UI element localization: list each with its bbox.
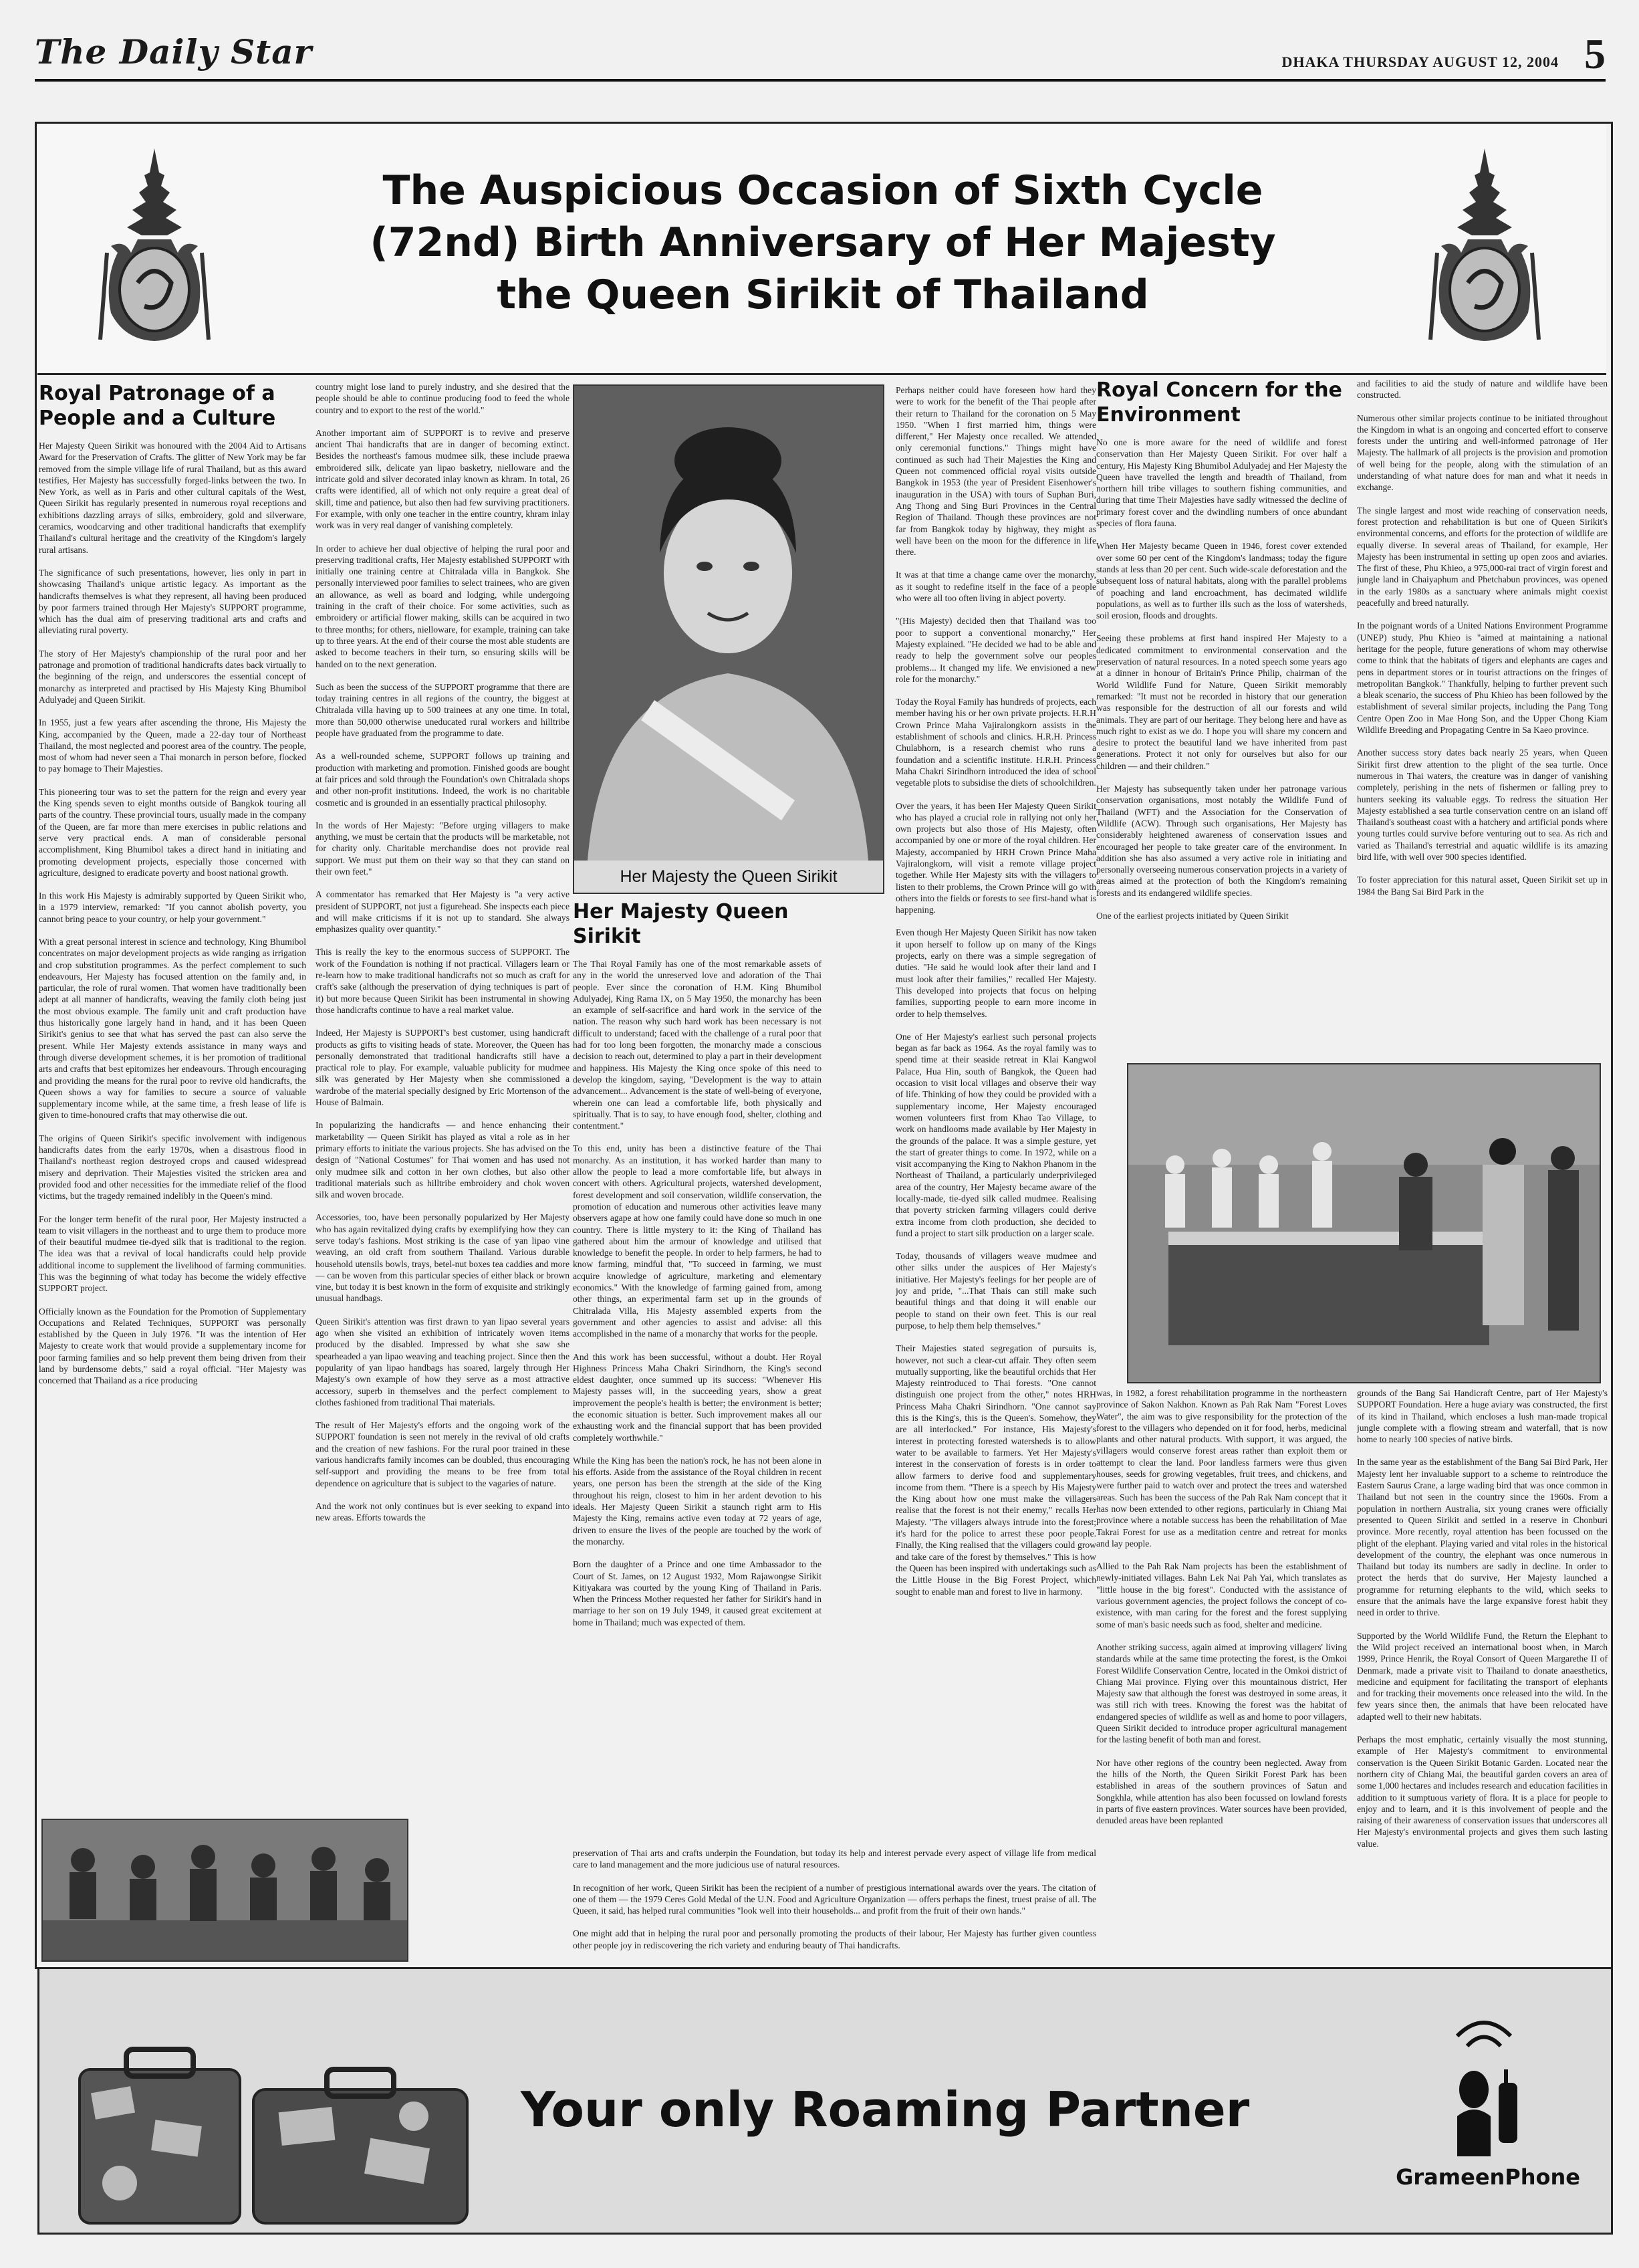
paragraph: And the work not only continues but is ever seeking to expand into new areas. Efforts towards the — [316, 1500, 570, 1523]
column-support-programme — [316, 381, 570, 1962]
paragraph: As a well-rounded scheme, SUPPORT follows up training and production with marketing and promotion. Finished goods are bought at fair prices and sold through the Foundation's own Chitralada shops and other non-profit institutions. Indeed, the work is no charitable cosmetic and is grounded in an essentially practical philosophy. — [316, 751, 570, 808]
paragraph: was, in 1982, a forest rehabilitation programme in the northeastern province of Sakon Nakhon. Known as Pah Rak Nam "Forest Loves Water", the aim was to give responsibility for the protection of the forest to the villagers who depended on it for food, herbs, medicinal plants and other natural products. With support, it was argued, the villagers would conserve forest areas rather than exploit them or attempt to clear the land. Poor landless farmers were thus given houses, seeds for growing vegetables, fruit trees, and chickens, and were further paid to watch over and protect the trees and watershed areas. Such has been the success of the Pah Rak Nam concept that it has now been extended to other regions, particularly in Chiang Mai province where a notable success has been the rehabilitation of Mae Takrai Forest for use as a meditation centre and retreat for monks and lay people. — [1096, 1388, 1347, 1549]
closing-body — [573, 1847, 1096, 1951]
paragraph: Their Majesties stated segregation of pursuits is, however, not such a clear-cut affair. They often seem mutually supporting, like the beautiful orchids that Her Majesty reintroduced to Thai forests. "One cannot distinguish one project from the other," notes HRH Princess Maha Chakri Sirindhorn. "One cannot say this is the King's, this is the Queen's. Somehow, they are all interlocked." For instance, His Majesty's interest in protecting forested watersheds is to allow water to be available to farmers. Yet Her Majesty's interest in the conservation of forests is in order to allow farmers to derive food and supplementary income from them. "There is a speech by His Majesty the King about how one must make the villagers realise that the forest is not their enemy," recalls Her Majesty. "The villagers always intrude into the forest; it's hard for the police to arrest these poor people. Finally, the King realised that the villagers could grow and take care of the forest by themselves." This is how the Queen has been inspired with undertakings such as the Little House in the Big Forest Project, which sought to enable man and forest to live in harmony. — [896, 1343, 1096, 1597]
grameenphone-advertisement — [37, 1967, 1613, 2235]
paragraph: One might add that in helping the rural poor and personally promoting the products of their labour, Her Majesty has further given countless other people joy in rediscovering the rich variety and enduring beauty of Thai handicrafts. — [573, 1928, 1096, 1950]
paragraph: Seeing these problems at first hand inspired Her Majesty to a dedicated commitment to environmental conservation and the preservation of natural resources. In a noted speech some years ago at a dinner in honour of Britain's Prince Philip, chairman of the World Wildlife Fund for Nature, Queen Sirikit memorably remarked: "It must not be recorded in history that our generation was responsible for the destruction of all our forests and wild animals. They are part of our heritage. They belong here and have as much right to exist as we do. I hope you will share my concern and desire to protect the beautiful land we have inherited from past generations. Protect it not only for ourselves but also for our children — and their children." — [1096, 633, 1347, 771]
headline-line-3: the Queen Sirikit of Thailand — [497, 271, 1149, 318]
section-title-royal-patronage: Royal Patronage of a People and a Culture — [39, 382, 276, 430]
paragraph: The origins of Queen Sirikit's specific involvement with indigenous handicrafts dates from the early 1970s, when a disastrous flood in Thailand's northeast region destroyed crops and caused widespread misery and deprivation. Their Majesties visited the stricken area and provided food and other necessities for the immediate relief of the flood victims, but the tragedy remained indelibly in the Queen's mind. — [39, 1133, 306, 1202]
paragraph: This is really the key to the enormous success of SUPPORT. The work of the Foundation is nothing if not practical. Villagers learn or re-learn how to make traditional handicrafts not so much as craft for craft's sake (although the preservation of dying techniques is part of it) but more because Queen Sirikit has been instrumental in showing those handicrafts continue to have a real market value. — [316, 947, 570, 1015]
grameenphone-logo-icon — [1437, 2009, 1531, 2156]
paragraph: Perhaps the most emphatic, certainly visually the most stunning, example of Her Majesty's commitment to environmental conservation is the Queen Sirikit Botanic Garden. Located near the northern city of Chiang Mai, the beautiful garden covers an area of some 1,000 hectares and includes research and education facilities in addition to it sumptuous variety of flora. It is a place for people to enjoy and to learn, and it is this involvement of people and the raising of their awareness of conservation issues that underscores all Her Majesty's environmental projects and gives them such lasting value. — [1357, 1734, 1608, 1849]
portrait-caption: Her Majesty the Queen Sirikit — [574, 861, 883, 893]
paragraph: "(His Majesty) decided then that Thailand was too poor to support a conventional monarchy," Her Majesty explained. "He decided we had to be able and ready to help the government solve our peoples problems... It changed my life. We envisioned a new role for the monarchy." — [896, 616, 1096, 684]
paragraph: Another success story dates back nearly 25 years, when Queen Sirikit first drew attention to the plight of the sea turtle. Once numerous in Thai waters, the creature was in danger of vanishing completely, perishing in the nets of fishermen or falling prey to hunters seeking its valuable eggs. To redress the situation Her Majesty established a sea turtle conservation centre on an island off Thailand's southeast coast with a hatchery and artificial ponds where young turtles could survive before venturing out to sea. As rich and varied as Thailand's terrestrial and aquatic wildlife is its amazing bird life, with well over 900 species identified. — [1357, 748, 1608, 862]
paragraph: One of the earliest projects initiated by Queen Sirikit — [1096, 910, 1289, 921]
paragraph: To foster appreciation for this natural asset, Queen Sirikit set up in 1984 the Bang Sai Bird Park in the — [1357, 875, 1608, 897]
paragraph: One of Her Majesty's earliest such personal projects began as far back as 1964. As the royal family was to spend time at their seaside retreat in Klai Kangwol Palace, Hua Hin, south of Bangkok, the Queen had occasion to visit local villages and observe their way of life. Thinking of how they could be provided with a supplementary income, Her Majesty encouraged women volunteers first from Khao Tao Village, to work on handlooms made available by Her Majesty in the grounds of the palace. It was a simple gesture, yet the start of greater things to come. In 1972, while on a visit accompanying the King to Nakhon Phanom in the Northeast of Thailand, a particularly underprivileged area of the country, Her Majesty became aware of the locally-made, tie-dyed silk called mudmee. Realising that poverty stricken farming villagers could derive extra income from cloth production, she decided to fund a project to start silk production on a larger scale. — [896, 1031, 1096, 1238]
paragraph: and facilities to aid the study of nature and wildlife have been constructed. — [1357, 378, 1608, 401]
paragraph: The significance of such presentations, however, lies only in part in showcasing Thailand's unique artistic legacy. As important as the handicrafts themselves is what they represent, all having been produced by poor farmers trained through Her Majesty's SUPPORT programme, which has the dual aim of preserving traditional arts and crafts and alleviating rural poverty. — [39, 567, 306, 636]
photo-image — [43, 1820, 407, 1960]
paragraph: In order to achieve her dual objective of helping the rural poor and preserving traditional crafts, Her Majesty established SUPPORT with initially one training centre at Chitralada villa in Bangkok. She personally interviewed poor families to select trainees, who are given an allowance, as well as board and lodging, while undergoing training in the craft of their choice. For some activities, such as embroidery or artificial flower making, skills can be acquired in two to three months; for others, nielloware, for example, training can take up to three years. At the end of their course the most able students are asked to become teachers in their turn, so ensuring skills will be handed on to the next generation. — [316, 543, 570, 669]
paragraph: Such as been the success of the SUPPORT programme that there are today training centres in all regions of the country, the biggest at Chitralada villa having up to 500 trainees at any one time. In total, more than 50,000 otherwise uneducated rural workers and hilltribe people have graduated from the programme to date. — [316, 681, 570, 739]
newspaper-name: The Daily Star — [35, 32, 312, 72]
column-conservation — [1357, 378, 1608, 1046]
ad-brand-name: GrameenPhone — [1396, 2164, 1580, 2190]
royal-concern-body — [1096, 437, 1347, 921]
paragraph: In popularizing the handicrafts — and hence enhancing their marketability — Queen Sirikit has played as vital a role as in her primary efforts to initiate the various projects. She has advised on the design of "National Costumes" for Thai women and has used not only mudmee silk and cotton in her own clothes, but also other traditional materials such as hilltribe embroidery and chok woven silk and woven brocade. — [316, 1120, 570, 1200]
page-headline — [258, 164, 1388, 321]
column-royal-patronage — [39, 381, 306, 1962]
paragraph: In the poignant words of a United Nations Environment Programme (UNEP) study, Phu Khieo is "aimed at maintaining a national heritage for the people, future generations of whom may otherwise come to think that the habitats of tigers and elephants are cages and pens in department stores or in tourist attractions on the fringes of metropolitan Bangkok." Thankfully, helping to further prevent such a bleak scenario, the success of Phu Khieo has been followed by the establishment of several similar projects, including the Pang Tong Centre Open Zoo in Mae Hong Son, and the Upper Chong Kiam Wildlife Breeding and Propagating Centre in Sa Kaeo province. — [1357, 620, 1608, 735]
paragraph: preservation of Thai arts and crafts underpin the Foundation, but today its help and interest pervade every aspect of village life from medical care to land management and the more judicious use of natural resources. — [573, 1848, 1096, 1870]
paragraph: Allied to the Pah Rak Nam projects has been the establishment of newly-initiated villages. Bahn Lek Nai Pah Yai, which translates as "little house in the big forest". Conducted with the assistance of various government agencies, the project follows the concept of co-existence, with man caring for the forest and the forest supplying some of man's basic needs such as food, shelter and medicine. — [1096, 1561, 1347, 1629]
paragraph: The Thai Royal Family has one of the most remarkable assets of any in the world the unreserved love and adoration of the Thai people. Ever since the coronation of H.M. King Bhumibol Adulyadej, King Rama IX, on 5 May 1950, the monarchy has been an example of self-sacrifice and hard work in the service of the nation. The reason why such hard work has been necessary is not difficult to understand; faced with the challenge of a rural poor that had for too long been forgotten, the monarchy made a conscious decision to reach out, determined to play a part in their development and happiness. His Majesty the King once spoke of this need to develop the kingdom, saying, "Development is the way to attain advancement... Advancement is the state of well-being of everyone, wherein one can lead a comfortable life, both physically and spiritually. That is to say, to have enough food, shelter, clothing and contentment." — [573, 959, 822, 1131]
aquarium-visit-photo — [1127, 1063, 1601, 1383]
section-title-her-majesty: Her Majesty Queen Sirikit — [573, 900, 789, 948]
paragraph: grounds of the Bang Sai Handicraft Centre, part of Her Majesty's SUPPORT Foundation. Here a huge aviary was constructed, the first of its kind in Thailand, which encloses a lush man-made tropical jungle complete with a flowing stream and waterfall, that is now home to nearly 100 species of native birds. — [1357, 1388, 1608, 1445]
paragraph: Indeed, Her Majesty is SUPPORT's best customer, using handicraft products as gifts to visiting heads of state. Moreover, the Queen has personally demonstrated that traditional handicrafts still have a practical role to play. For example, valuable publicity for mudmee silk was generated by Her Majesty when she commissioned a wardrobe of the material specially designed by Eric Mortenson of the House of Balmain. — [316, 1028, 570, 1108]
headline-line-2: (72nd) Birth Anniversary of Her Majesty — [370, 219, 1276, 266]
paragraph: No one is more aware for the need of wildlife and forest conservation than Her Majesty Queen Sirikit. For over half a century, His Majesty King Bhumibol Adulyadej and Her Majesty the Queen have travelled the length and breadth of Thailand, from northern hill tribe villages to southern fishing communities, and during that time Their Majesties have sadly witnessed the decline of primary forest cover and the dwindling numbers of once abundant species of flora fauna. — [1096, 437, 1347, 529]
royal-family-body — [896, 384, 1096, 1597]
column-her-majesty — [573, 899, 822, 1962]
paragraph: Another important aim of SUPPORT is to revive and preserve ancient Thai handicrafts that are in danger of becoming extinct. Besides the northeast's famous mudmee silk, these include praewa embroidered silk, delicate yan lipao basketry, nielloware and the intricate gold and silver decorated inlay known as khram. In total, 26 crafts were identified, all of which not only require a great deal of skill, time and patience, but also then had few surviving practitioners. For example, with only one teacher in the entire country, khram inlay work was in very real danger of vanishing completely. — [316, 427, 570, 531]
queen-sirikit-portrait — [573, 384, 884, 894]
wildlife-projects-body — [1357, 1387, 1608, 1849]
column-forest-projects — [1096, 1387, 1347, 1964]
paragraph: It was at that time a change came over the monarchy, as it sought to redefine itself in the face of a people who were all too often living in abject poverty. — [896, 570, 1096, 604]
dateline: DHAKA THURSDAY AUGUST 12, 2004 — [1281, 53, 1559, 70]
column-royal-family — [896, 384, 1096, 1972]
paragraph: Born the daughter of a Prince and one time Ambassador to the Court of St. James, on 12 August 1932, Mom Rajawongse Sirikit Kitiyakara was courted by the young King of Thailand in Paris. When the Princess Mother requested her father for Sirikit's hand in marriage to her son on 19 July 1949, it caused great excitement at home in Thailand; much was expected of them. — [573, 1559, 822, 1627]
page-number: 5 — [1584, 30, 1606, 78]
photo-image — [1128, 1064, 1600, 1382]
paragraph: With a great personal interest in science and technology, King Bhumibol concentrates on major development projects as wide ranging as irrigation and crop substitution programmes. As the perfect complement to such endeavours, Her Majesty has focused attention on the family and, in particular, the role of rural women. That women have traditionally been adept at all manner of handicrafts, weaving the family cloth being just the most obvious example. The family unit and craft production have thus historically gone largely hand in hand, and it has been Queen Sirikit's genius to see that what has served the past can also serve the present. While Her Majesty extends assistance in many ways and through diverse development schemes, it is her promotion of traditional arts and crafts that best epitomizes her endeavours. Through encouraging and providing the means for the rural poor to revive old handicrafts, the Queen shows a way for families to secure a source of valuable supplementary income while, at the same time, a fresh lease of life is given to time-honoured crafts that may otherwise die out. — [39, 936, 306, 1121]
paragraph: The story of Her Majesty's championship of the rural poor and her patronage and promotion of traditional handicrafts dates back virtually to the beginning of the reign, and underscores the essential concept of monarchy as interpreted and practised by His Majesty King Bhumibol Adulyadej and Queen Sirikit. — [39, 648, 306, 705]
ad-tagline: Your only Roaming Partner — [521, 2081, 1250, 2138]
conservation-body — [1357, 378, 1608, 897]
royal-emblem-left-icon — [98, 146, 211, 346]
paragraph: Another striking success, again aimed at improving villagers' living standards while at the same time protecting the forest, is the Omkoi Forest Wildlife Conservation Centre, located in the Omkoi district of Chiang Mai province. Flying over this mountainous district, Her Majesty saw that although the forest was destroyed in some areas, it was still rich with trees. Knowing the forest was the habitat of endangered species of wildlife as well as and home to poor villagers, Queen Sirikit decided to introduce proper agricultural management for the lasting benefit of both man and forest. — [1096, 1641, 1347, 1745]
paragraph: Numerous other similar projects continue to be initiated throughout the Kingdom in what is an ongoing and concerted effort to conserve forests under the untiring and well-informed patronage of Her Majesty. The hallmark of all projects is the provision and promotion of well being for the people, along with the stimulation of an understanding of what nature does for man and what it needs in exchange. — [1357, 413, 1608, 493]
forest-projects-body — [1096, 1387, 1347, 1826]
paragraph: Officially known as the Foundation for the Promotion of Supplementary Occupations and Related Techniques, SUPPORT was personally established by the Queen in July 1976. "It was the intention of Her Majesty to create work that would provide a supplementary income for poor farming families and so help prevent them being driven from their land by burdensome debts," said a royal official. "Her Majesty was concerned that Thailand as a rice producing — [39, 1306, 306, 1386]
paragraph: Queen Sirikit's attention was first drawn to yan lipao several years ago when she visited an exhibition of intricately woven items produced by the disabled. Impressed by what she saw she spearheaded a yan lipao weaving and teaching project. Since then the popularity of yan lipao handbags has soared, largely through Her Majesty's own example of how they serve as a most attractive accessory, superb in themselves and the perfect complement to clothes fashioned from traditional Thai materials. — [316, 1316, 570, 1407]
paragraph: Perhaps neither could have foreseen how hard they were to work for the benefit of the Thai people after their return to Thailand for the coronation on 5 May 1950. "When I first married him, things were different," Her Majesty once recalled. We attended only ceremonial functions." Things might have continued as such had Their Majesties the King and Queen not commenced official royal visits outside Bangkok in 1953 (the year of President Eisenhower's inauguration in the USA) with tours of Suphan Buri, Ang Thong and Sing Buri Provinces in the Central Region of Thailand. Though these provinces are not far from Bangkok today by highway, they might as well have been on the moon for the difference in life there. — [896, 385, 1096, 558]
column-royal-concern — [1096, 378, 1347, 1046]
paragraph: A commentator has remarked that Her Majesty is "a very active president of SUPPORT, not just a figurehead. She inspects each piece and will make criticisms if it is not up to standard. She always emphasizes quality over quantity." — [316, 889, 570, 935]
paragraph: In this work His Majesty is admirably supported by Queen Sirikit who, in a 1979 interview, remarked: "If you cannot abolish poverty, you cannot bring peace to your country, or help your government." — [39, 891, 306, 924]
paragraph: When Her Majesty became Queen in 1946, forest cover extended over some 60 per cent of the Kingdom's landmass; today the figure stands at less than 20 per cent. Such wide-scale deforestation and the subsequent loss of natural habitats, along with the parallel problems of poaching and land encroachment, has decimated wildlife populations, as well as to further ills such as the loss of watersheds, soil erosion, floods and droughts. — [1096, 541, 1347, 621]
paragraph: While the King has been the nation's rock, he has not been alone in his efforts. Aside from the assistance of the Royal children in recent years, one person has been the strength at the side of the King throughout his reign, closest to him in her ardent devotion to his ideals. Her Majesty Queen Sirikit a staunch right arm to His Majesty the King, remains active even today at 72 years of age, driven to ensure the lives of the people are touched by the work of the monarchy. — [573, 1455, 822, 1547]
paragraph: Today, thousands of villagers weave mudmee and other silks under the auspices of Her Majesty's initiative. Her Majesty's feelings for her people are of joy and pride, "...That Thais can still make such beautiful things and that doing it will enable our people to stand on their own feet. This is our real purpose, to help them help themselves." — [896, 1251, 1096, 1331]
paragraph: Supported by the World Wildlife Fund, the Return the Elephant to the Wild project received an international boost when, in March 1999, Prince Henrik, the Royal Consort of Queen Margarethe II of Denmark, made a private visit to Thailand to donate anaesthetics, medicine and equipment for facilitating the transport of elephants and for tracking their movements once released into the wild. In the few years since then, the animals that have been relocated have adapted well to their new habitats. — [1357, 1630, 1608, 1722]
paragraph: In the words of Her Majesty: "Before urging villagers to make anything, we must be certain that the products will be marketable, not for charity only. Charitable merchandise does not provide real support. We must put them on their way so that they can stand on their own feet." — [316, 820, 570, 877]
closing-paragraphs — [573, 1847, 1096, 1964]
luggage-suitcase-icon — [66, 2043, 481, 2230]
support-programme-body — [316, 381, 570, 1524]
paragraph: For the longer term benefit of the rural poor, Her Majesty instructed a team to visit villagers in the northeast and to urge them to produce more of their beautiful mudmee tie-dyed silk that is traditional to the region. The idea was that a revival of local handicrafts could help provide additional income to supplement the livelihood of farming communities. This was the beginning of what today has become the widely effective SUPPORT project. — [39, 1214, 306, 1294]
paragraph: Nor have other regions of the country been neglected. Away from the hills of the North, the Queen Sirikit Forest Park has been established in areas of the southern provinces of Satun and Songkhla, while attention has also been focussed on lowland forests in parts of five eastern provinces. Water sources have been provided, denuded areas have been replanted — [1096, 1757, 1347, 1826]
paragraph: This pioneering tour was to set the pattern for the reign and every year the King spends seven to eight months outside of Bangkok touring all parts of the country. These provincial tours, usually made in the company of the Queen, are far more than mere exercises in public relations and serve very practical ends. A man of considerable personal accomplishment, King Bhumibol takes a direct hand in initiating and promoting development projects, especially those concerned with agriculture, designed to eradicate poverty and boost national growth. — [39, 786, 306, 878]
paragraph: The single largest and most wide reaching of conservation needs, forest protection and rehabilitation is but one of Queen Sirikit's environmental concerns, and efforts for the protection of wildlife are equally diverse. In several areas of Thailand, for example, Her Majesty has been instrumental in setting up open zoos and aviaries. The first of these, Phu Khieo, a 975,000-rai tract of virgin forest and jungle land in Chaiyaphum and Phetchabun provinces, was opened in the early 1980s as a sanctuary where animals might coexist peacefully and breed naturally. — [1357, 505, 1608, 608]
royal-patronage-body — [39, 440, 306, 1387]
paragraph: Accessories, too, have been personally popularized by Her Majesty who has again revitalized dying crafts by exemplifying how they can serve today's fashions. Most striking is the case of yan lipao vine weaving, an old craft from southern Thailand. Various durable household utensils bowls, trays, betel-nut boxes tea caddies and more — can be woven from this particular species of either black or brown vine, but today it is best known in the form of exquisite and strikingly unusual handbags. — [316, 1212, 570, 1304]
column-wildlife-projects — [1357, 1387, 1608, 1964]
paragraph: And this work has been successful, without a doubt. Her Royal Highness Princess Maha Chakri Sirindhorn, the King's second eldest daughter, once summed up its success: "Whenever His Majesty passes will, in the succeeding years, show a great improvement the people's health is better; the environment is better; the economic situation is better. Such improvement makes all our exhausting work and the financial support that has been provided completely worthwhile." — [573, 1351, 822, 1443]
headline-line-1: The Auspicious Occasion of Sixth Cycle — [382, 167, 1263, 214]
paragraph: The result of Her Majesty's efforts and the ongoing work of the SUPPORT foundation is seen not merely in the revival of old crafts and the creation of new fashions. For the rural poor trained in these various handicrafts family incomes can be doubled, thus encouraging self-support and providing the means to be free from total dependence on agriculture that is subject to the vagaries of nature. — [316, 1420, 570, 1488]
portrait-image — [574, 386, 883, 861]
paragraph: Today the Royal Family has hundreds of projects, each member having his or her own private projects. H.R.H Crown Prince Maha Vajiralongkorn assists in the establishment of schools and clinics. H.R.H. Princess Chulabhorn, is a research chemist who runs a foundation and a scientific institute. H.R.H. Princess Maha Chakri Sirindhorn introduced the idea of school vegetable plots to subsidise the diets of schoolchildren. — [896, 697, 1096, 788]
paragraph: To this end, unity has been a distinctive feature of the Thai monarchy. As an institution, it has worked harder than many to allow the people to lead a more comfortable life, but always in concert with others. Agricultural projects, watershed development, forest development and soil conservation, wildlife conservation, the promotion of education and numerous other activities leave many observers agape at how one family could have done so much in one country. There is little mystery to it: the King of Thailand has gathered about him the armour of knowledge and utilised that knowledge to benefit the people. In order to help farmers, he had to know farming, mindful that, "To succeed in farming, we must acquire knowledge of agriculture, marketing and elementary economics." With the knowledge of farming gained from, among other things, an experimental farm set up in the grounds of Chitralada Villa, His Majesty assembled experts from the government and other agencies to assist and advise: all this accomplished in the name of a monarchy that works for the people. — [573, 1143, 822, 1339]
paragraph: Her Majesty Queen Sirikit was honoured with the 2004 Aid to Artisans Award for the Preservation of Crafts. The glitter of New York may be far removed from the simple village life of rural Thailand, but as this award testifies, Her Majesty has successfully forged-links between the two. In New York, as well as in Paris and other cultural capitals of the West, Queen Sirikit has regularly presented in numerous royal receptions and exhibitions dazzling arrays of silks, embroidery, gold and silverware, ceramics, woodcarving and other traditional handicrafts that exemplify Thailand's cultural heritage and the creativity of the Kingdom's largely rural artisans. — [39, 441, 306, 555]
paragraph: Her Majesty has subsequently taken under her patronage various conservation organisations, most notably the Wildlife Fund of Thailand (WFT) and the Association for the Conservation of Wildlife (ACW). Through such organisations, Her Majesty has considerably heightened awareness of conservation issues and encouraged her people to take greater care of the environment. In addition she has also assumed a very active role in initiating and personally overseeing numerous conservation projects in a variety of areas aimed at the protection of both the Kingdom's remaining forests and its endangered wildlife species. — [1096, 784, 1347, 898]
paragraph: Over the years, it has been Her Majesty Queen Sirikit who has played a crucial role in rallying not only her own projects but also those of His Majesty, often accompanied by one or more of the royal children. Her Majesty, accompanied by HRH Crown Prince Maha Vajiralongkorn, will visit a remote village project together. While Her Majesty sits with the villagers to listen to their problems, the Crown Prince will go with others into the fields or forests to see first-hand what is happening. — [896, 800, 1096, 915]
paragraph: Even though Her Majesty Queen Sirikit has now taken it upon herself to follow up on many of the Kings projects, early on there was a simple segregation of duties. "He said he would look after their land and I must look after their families," recalled Her Majesty. This developed into projects that focus on helping families, supporting people to earn more income in order to help themselves. — [896, 927, 1096, 1019]
paragraph: country might lose land to purely industry, and she desired that the people should be able to continue producing food to feed the whole country and to export to the rest of the world." — [316, 382, 570, 415]
masthead — [35, 29, 1606, 82]
paragraph: In the same year as the establishment of the Bang Sai Bird Park, Her Majesty lent her invaluable support to a scheme to reintroduce the Eastern Saurus Crane, a large wading bird that was once common in Thailand but not seen in the country since the 1960s. From a population in northern Australia, six young cranes were officially presented to Queen Sirikit and settled in a reserve in Chonburi province. More recently, royal attention has been focussed on the plight of the elephant. Playing varied and vital roles in the historical development of the country, the elephant was once numerous in Thailand but today its numbers are sadly in decline. In order to protect the herds that do survive, Her Majesty launched a programme for returning elephants to the wild, which seeks to ensure that the animals have the large expansive forest habit they need in order to thrive. — [1357, 1457, 1608, 1618]
paragraph: In 1955, just a few years after ascending the throne, His Majesty the King, accompanied by the Queen, made a 22-day tour of Northeast Thailand, the most neglected and poorest area of the country. The people, most of whom had never seen a Thai monarch in person before, flocked to pay homage to Their Majesties. — [39, 717, 306, 774]
headline-banner — [37, 124, 1606, 375]
royal-emblem-right-icon — [1428, 146, 1541, 346]
section-title-royal-concern: Royal Concern for the Environment — [1096, 378, 1342, 427]
paragraph: In recognition of her work, Queen Sirikit has been the recipient of a number of prestigious international awards over the years. The citation of one of them — the 1979 Ceres Gold Medal of the U.N. Food and Agriculture Organization — offers perhaps the finest, truest praise of all. The Queen, it said, has helped rural communities "look well into their households... and profit from the fruit of their own hands." — [573, 1882, 1096, 1916]
support-trainees-photo — [41, 1819, 408, 1962]
her-majesty-body — [573, 958, 822, 1628]
